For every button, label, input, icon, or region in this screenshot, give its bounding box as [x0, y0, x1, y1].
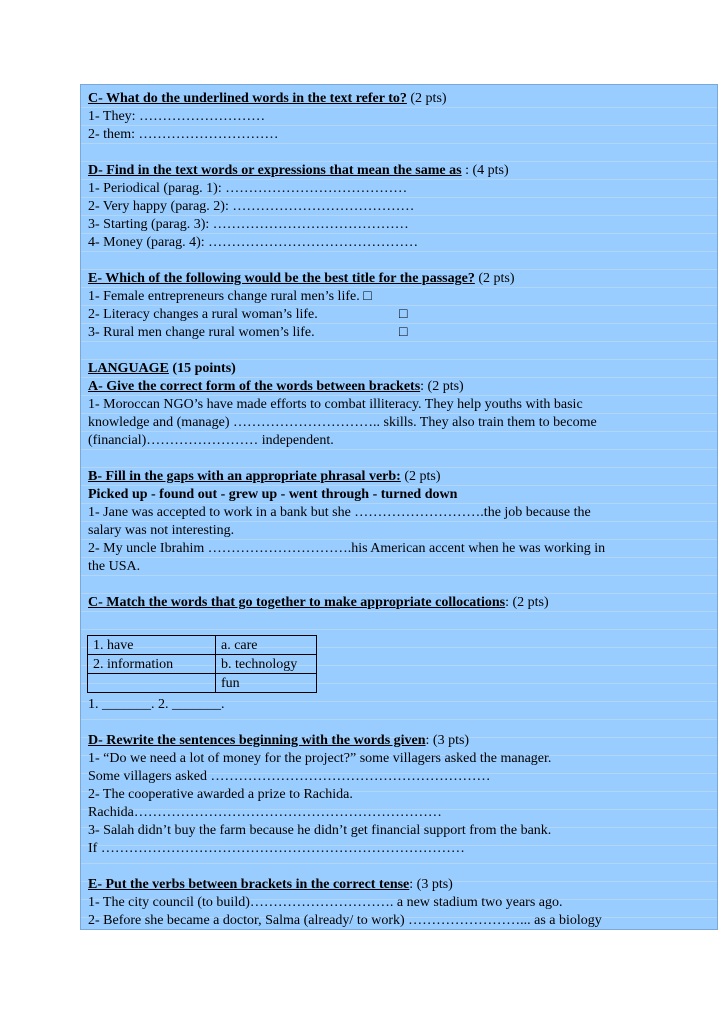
line-text: (financial)…………………… independent.	[88, 433, 334, 448]
text-line	[88, 216, 409, 233]
line-text: If ……………………………………………………………………	[88, 841, 465, 856]
collocation-table	[87, 635, 317, 693]
text-line	[88, 750, 551, 767]
text-line	[88, 540, 605, 557]
text-line	[88, 324, 315, 341]
table-row	[88, 636, 317, 655]
text-line	[88, 822, 551, 839]
line-text: 3- Starting (parag. 3): ……………………………………	[88, 217, 409, 232]
text-line	[88, 360, 236, 377]
text-line	[88, 876, 453, 893]
text-line	[88, 180, 407, 197]
line-text: the USA.	[88, 559, 141, 574]
text-line	[88, 396, 583, 413]
line-text: 1- They: ………………………	[88, 109, 266, 124]
question-heading: C- What do the underlined words in the text refer to?	[88, 91, 407, 106]
text-line	[88, 270, 515, 287]
text-line	[88, 306, 318, 323]
text-line	[88, 108, 265, 125]
checkbox-icon[interactable]: □	[399, 325, 408, 340]
table-cell: b. technology	[216, 655, 317, 674]
line-text: (2 pts)	[406, 91, 447, 106]
table-cell: 2. information	[88, 655, 216, 674]
question-heading: LANGUAGE	[88, 361, 169, 376]
text-line	[88, 840, 465, 857]
line-text: 1- Jane was accepted to work in a bank but she ……………………….the job because the	[88, 505, 591, 520]
question-heading: E- Which of the following would be the best title for the passage?	[88, 271, 475, 286]
table-cell: 1. have	[88, 636, 216, 655]
text-line	[88, 468, 441, 485]
line-text: : (2 pts)	[420, 379, 464, 394]
checkbox-icon[interactable]: □	[399, 307, 408, 322]
table-row	[88, 655, 317, 674]
text-line	[88, 378, 464, 395]
text-line	[88, 198, 414, 215]
line-text: 4- Money (parag. 4): ………………………………………	[88, 235, 419, 250]
text-line	[88, 522, 234, 539]
line-text: 2- Before she became a doctor, Salma (already/ to work) ……………………... as a biology	[88, 913, 602, 928]
text-line	[88, 288, 372, 305]
text-line	[88, 162, 509, 179]
text-line	[88, 234, 418, 251]
line-text: 1. _______. 2. _______.	[88, 697, 225, 712]
line-text: knowledge and (manage) ………………………….. skills. They also train them to become	[88, 415, 597, 430]
question-heading: A- Give the correct form of the words between brackets	[88, 379, 421, 394]
text-line	[88, 894, 563, 911]
text-line	[88, 804, 442, 821]
text-line	[88, 414, 597, 431]
text-line	[88, 786, 353, 803]
question-heading: E- Put the verbs between brackets in the correct tense	[88, 877, 410, 892]
line-text: 3- Salah didn’t buy the farm because he didn’t get financial support from the bank.	[88, 823, 552, 838]
line-text: 2- Literacy changes a rural woman’s life.	[88, 307, 318, 322]
line-text: (2 pts)	[400, 469, 441, 484]
line-text: Rachida…………………………………………………………	[88, 805, 442, 820]
line-text: 2- Very happy (parag. 2): …………………………………	[88, 199, 415, 214]
text-line	[88, 732, 469, 749]
line-text: : (4 pts)	[461, 163, 509, 178]
line-text: 2- The cooperative awarded a prize to Rachida.	[88, 787, 353, 802]
exam-sheet	[80, 84, 718, 930]
line-text: : (2 pts)	[505, 595, 549, 610]
line-text: : (3 pts)	[425, 733, 470, 748]
text-line	[88, 486, 457, 503]
text-line	[88, 126, 279, 143]
line-text: 2- My uncle Ibrahim ………………………….his American accent when he was working in	[88, 541, 606, 556]
text-line	[88, 696, 225, 713]
line-text: salary was not interesting.	[88, 523, 235, 538]
question-heading: C- Match the words that go together to make appropriate collocations	[88, 595, 506, 610]
line-text: 1- Periodical (parag. 1): …………………………………	[88, 181, 408, 196]
text-line	[88, 912, 602, 929]
line-text: 1- Moroccan NGO’s have made efforts to combat illiteracy. They help youths with basic	[88, 397, 583, 412]
question-heading: D- Rewrite the sentences beginning with the words given	[88, 733, 426, 748]
text-line	[88, 768, 490, 785]
line-text: 1- “Do we need a lot of money for the project?” some villagers asked the manager.	[88, 751, 552, 766]
line-text: : (3 pts)	[409, 877, 453, 892]
text-line	[88, 594, 549, 611]
question-heading: B- Fill in the gaps with an appropriate phrasal verb:	[88, 469, 401, 484]
text-line	[88, 558, 140, 575]
line-text: 3- Rural men change rural women’s life.	[88, 325, 315, 340]
line-text: 1- Female entrepreneurs change rural men’s life. □	[88, 289, 372, 304]
line-text: Picked up - found out - grew up - went through - turned down	[88, 487, 458, 502]
text-line	[88, 432, 334, 449]
line-text: 2- them: …………………………	[88, 127, 279, 142]
line-text: 1- The city council (to build)…………………………. a new stadium two years ago.	[88, 895, 563, 910]
question-heading: D- Find in the text words or expressions that mean the same as	[88, 163, 462, 178]
line-text: (2 pts)	[474, 271, 515, 286]
table-cell	[88, 674, 216, 693]
text-line	[88, 90, 447, 107]
table-cell: a. care	[216, 636, 317, 655]
text-line	[88, 504, 591, 521]
line-text: (15 points)	[168, 361, 236, 376]
table-row	[88, 674, 317, 693]
line-text: Some villagers asked ……………………………………………………	[88, 769, 491, 784]
table-cell: fun	[216, 674, 317, 693]
